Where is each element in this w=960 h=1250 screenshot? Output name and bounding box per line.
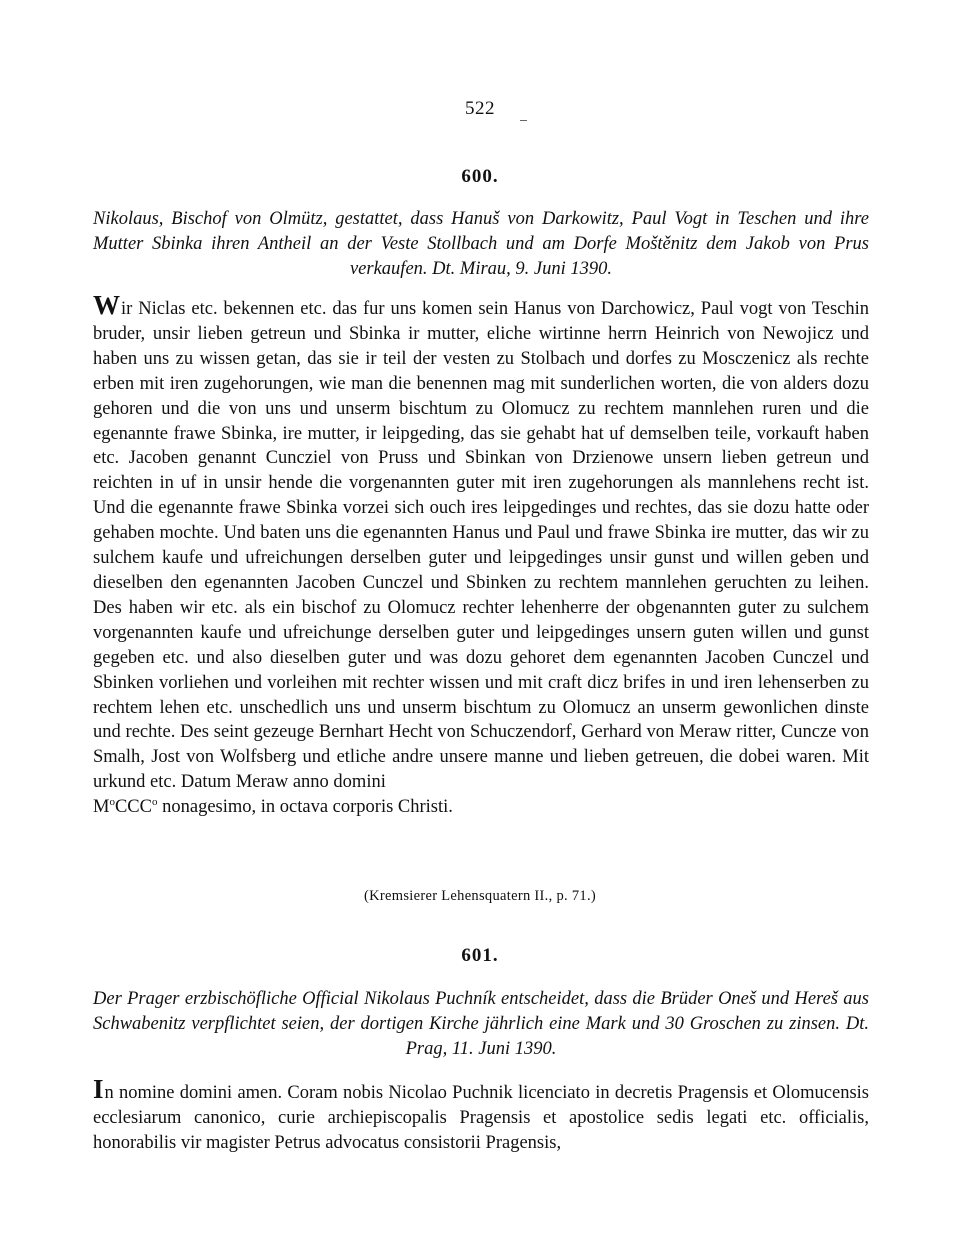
source-citation-600: (Kremsierer Lehensquatern II., p. 71.) bbox=[363, 888, 597, 904]
entry-body: ir Niclas etc. bekennen etc. das fur uns komen sein Hanus von Darchowicz, Paul vogt von Teschin bruder, unsir lieben getreun und Sbinka ir mutter, eliche wirtinne herrn Heinrich von Newojicz und haben uns zu wissen getan, das sie ir teil der vesten zu Stolbach und dorfes zu Mosczenicz als rechte erben mit iren zugehorungen, wie man die benennen mag mit sunderlichen worten, die von alders dozu gehoren und die von uns und unserm bischtum zu Olomucz zu rechtem mannlehen ruren und die egenannte frawe Sbinka, ire mutter, ir leipgeding, das sie gehabt hat uf demselben teile, vorkauft haben etc. Jacoben genannt Cuncziel von Pruss und Sbinkan von Drzienowe unsern lieben getreun und reichten in uf in unsir hende die vorgenannten guter mit iren zugehorungen als mannlehens recht ist. Und die egenannte frawe Sbinka vorzei sich ouch ires leipgedinges und rechtes, das sie dozu hatte oder gehaben mochte. Und baten uns die egenannten Hanus und Paul und frawe Sbinka ire mutter, das wir zu sulchem kaufe und ufreichungen derselben guter und leipgedinges unsir gunst und willen geben und dieselben den egenannten Jacoben Cunczel und Sbinken zu rechtem mannlehen geruchten zu leihen. Des haben wir etc. als ein bischof zu Olomucz rechter lehenherre der obgenannten guter zu sulchem vorgenannten kaufe und ufreichunge derselben guter und leipgedinges unsern guten willen und gunst gegeben etc. und also dieselben guter und was dozu gehoret dem egenannten Jacoben Cunczel und Sbinken vorliehen und vorleihen mit rechter wissen und mit craft dicz brifes in und iren lehenserben zu rechtem lehen etc. unschedlich uns und unserm bischtum zu Olomucz an unserm gewonlichen dinste und rechte. Des seint gezeuge Bernhart Hecht von Schuczendorf, Gerhard von Meraw ritter, Cuncze von Smalh, Jost von Wolfsberg und etliche andre unsere manne und lieben getreuen, die dobei waren. Mit urkund etc. Datum Meraw anno domini bbox=[93, 299, 869, 793]
date-middle: CCC bbox=[114, 797, 152, 818]
date-rest: nonagesimo, in octava corporis Christi. bbox=[157, 797, 453, 818]
entry-number-601: 601. bbox=[461, 945, 499, 966]
entry-summary-600: Nikolaus, Bischof von Olmütz, gestattet, dass Hanuš von Darkowitz, Paul Vogt in Teschen und ihre Mutter Sbinka ihren Antheil an der Veste Stollbach und am Dorfe Moštěnitz dem Jakob von Prus verkaufen. Dt. Mirau, 9. Juni 1390. bbox=[93, 209, 869, 279]
entry-summary-601: Der Prager erzbischöfliche Official Nikolaus Puchník entscheidet, dass die Brüder Oneš und Hereš aus Schwabenitz verpflichtet seien, der dortigen Kirche jährlich eine Mark und 30 Groschen zu zinsen. Dt. Prag, 11. Juni 1390. bbox=[93, 989, 869, 1059]
page-number: 522 bbox=[465, 98, 495, 119]
date-superscript: o bbox=[109, 795, 115, 808]
entry-text-601 bbox=[93, 1074, 869, 1157]
drop-initial: W bbox=[93, 290, 120, 320]
date-prefix: M bbox=[93, 797, 110, 818]
date-superscript: o bbox=[151, 795, 158, 808]
entry-text-600 bbox=[93, 290, 869, 820]
entry-body: n nomine domini amen. Coram nobis Nicolao Puchnik licenciato in decretis Pragensis et Olomucensis ecclesiarum canonico, curie archiepiscopalis Pragensis et apostolice sedis legati etc. officialis, honorabilis vir magister Petrus advocatus consistorii Pragensis, bbox=[93, 1083, 869, 1154]
page-mark bbox=[520, 120, 527, 121]
entry-number-600: 600. bbox=[461, 166, 499, 187]
drop-initial: I bbox=[93, 1074, 104, 1104]
